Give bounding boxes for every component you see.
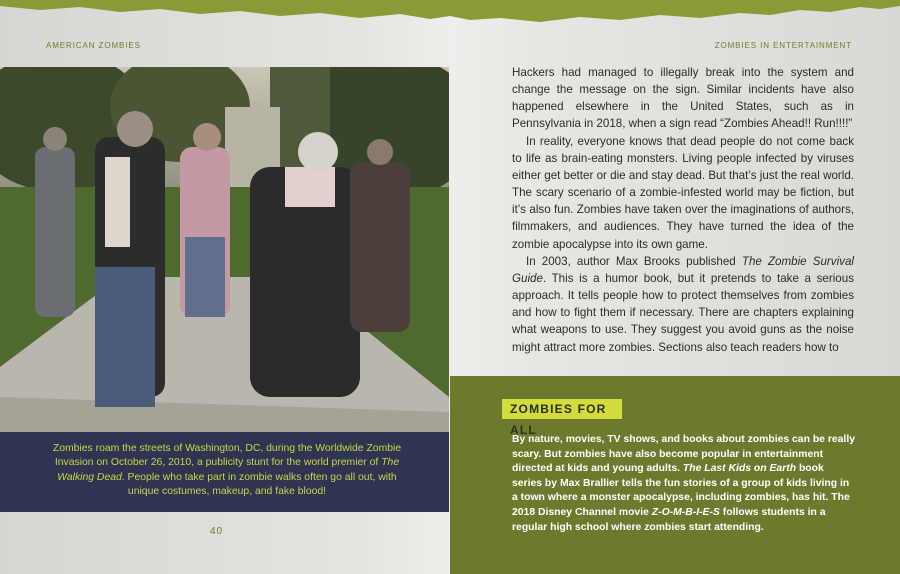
zombie-walk-photo <box>0 67 449 432</box>
photo-caption <box>44 442 410 499</box>
sidebar-text <box>512 433 855 535</box>
sidebar-book-title: The Last Kids on Earth <box>682 463 797 475</box>
caption-text-pre: Zombies roam the streets of Washington, DC, during the Worldwide Zombie Invasion on October 26, 2010, a publicity stunt for the world premier of <box>52 443 402 469</box>
page-number: 40 <box>210 526 224 537</box>
body-p3-pre: In 2003, author Max Brooks published <box>526 254 742 268</box>
body-paragraph-1: Hackers had managed to illegally break into the system and change the message on the sign. Similar incidents have also happened elsewhere in the United States, such as in Pennsylvania in 2018, when a sign read “Zombies Ahead!! Run!!!!” <box>512 66 854 131</box>
running-header-right: ZOMBIES IN ENTERTAINMENT <box>714 41 852 50</box>
sidebar-title-tab <box>502 399 622 437</box>
sidebar-text-1: By nature, movies, TV shows, and books about zombies can be really scary. But zombies have also become popular in entertainment directed at kids and young adults. <box>512 434 855 475</box>
body-p3-post: . This is a humor book, but it pretends to take a serious approach. It tells people how to protect themselves from zombies and how to fight them if necessary. There are chapters explaining what weapons to use. They suggest you avoid guns as the noise might attract more zombies. Sections also teach readers how to <box>512 271 854 354</box>
book-title-italic: The Zombie Survival Guide <box>512 254 854 285</box>
sidebar-movie-title: Z-O-M-B-I-E-S <box>651 506 720 518</box>
sidebar-title: ZOMBIES FOR ALL <box>510 402 607 437</box>
sidebar-text-5: follows students in a regular high school where zombies start attending. <box>512 506 826 533</box>
caption-title-italic: The Walking Dead <box>57 457 400 483</box>
running-header-left: AMERICAN ZOMBIES <box>46 41 141 50</box>
sidebar-text-3: book series by Max Brallier tells the fun stories of a group of kids living in a town where a monster apocalypse, including zombies, has hit. The 2018 Disney Channel movie <box>512 463 850 518</box>
caption-text-post: . People who take part in zombie walks often go all out, with unique costumes, makeup, and fake blood! <box>121 471 397 497</box>
body-text <box>512 64 854 356</box>
body-paragraph-3 <box>512 253 854 356</box>
torn-header-band <box>0 0 900 32</box>
body-paragraph-2: In reality, everyone knows that dead people do not come back to life as brain-eating monsters. Living people infected by viruses either get better or die and stay dead. But that’s just the real world. The scary scenario of a zombie-infested world may be fiction, but it’s also fun. Zombies have taken over the imaginations of authors, filmmakers, and audiences. They have turned the idea of the zombie apocalypse into its own game. <box>512 134 854 251</box>
